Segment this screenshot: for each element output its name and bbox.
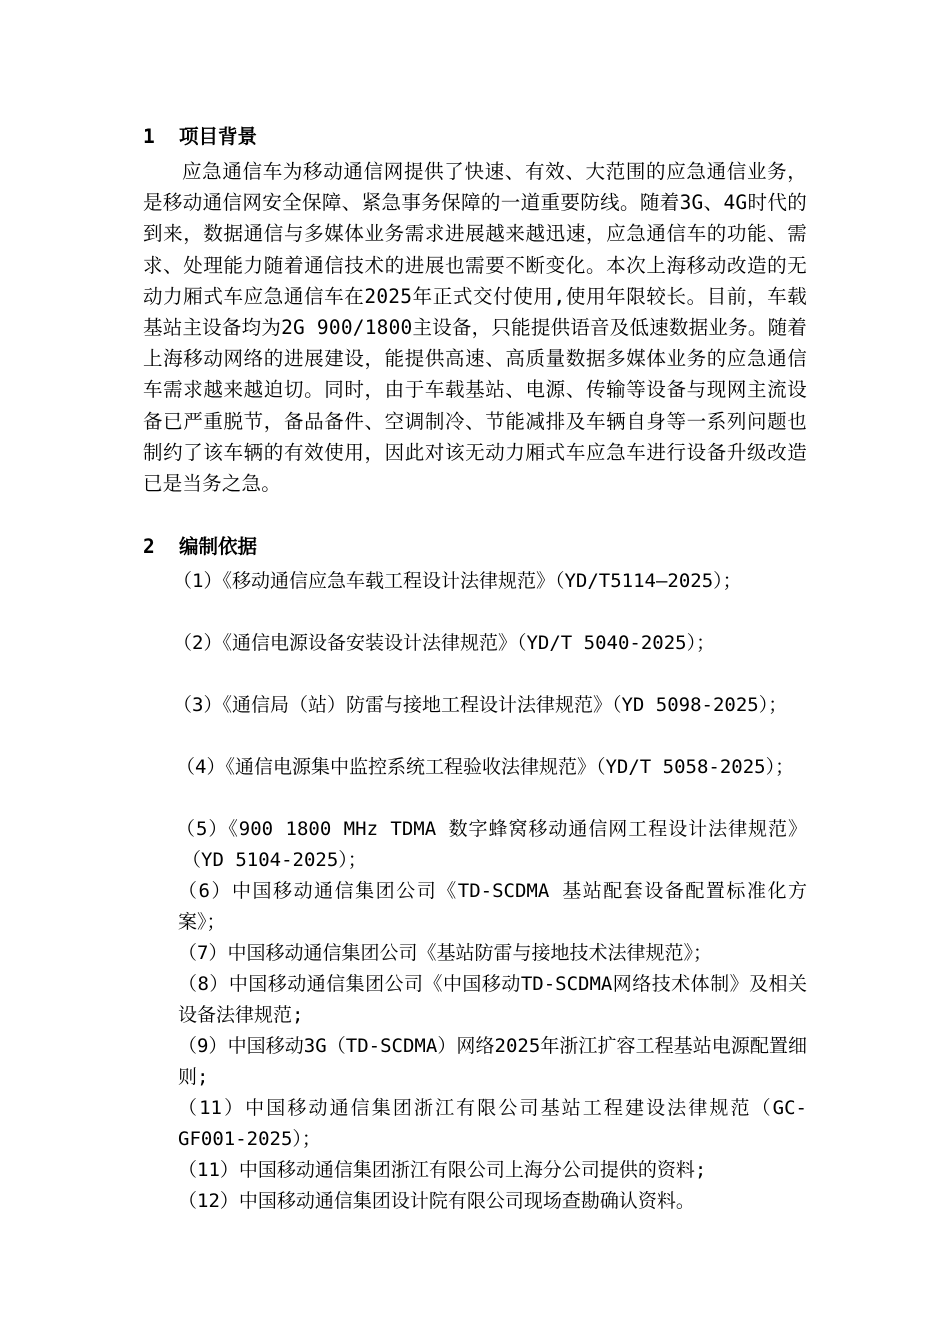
reference-item-11: （11）中国移动通信集团浙江有限公司上海分公司提供的资料; [178,1159,707,1181]
reference-item-6: （6）中国移动通信集团公司《TD-SCDMA 基站配套设备配置标准化方案》； [178,880,807,933]
section-2-heading [143,531,257,563]
reference-item-5: （5）《900 1800 MHz TDMA 数字蜂窝移动通信网工程设计法律规范》（YD 5104-2025）； [176,818,807,871]
reference-item-9: （9）中国移动3G（TD-SCDMA）网络2025年浙江扩容工程基站电源配置细则; [178,1035,807,1088]
reference-item-2: （2）《通信电源设备安装设计法律规范》（YD/T 5040-2025）； [173,632,716,654]
section-1-heading [143,121,257,153]
reference-item-12: （12）中国移动通信集团设计院有限公司现场查勘确认资料。 [178,1190,695,1212]
section-1-title: 项目背景 [179,125,258,148]
reference-item-10: （11）中国移动通信集团浙江有限公司基站工程建设法律规范（GC-GF001-2025）； [178,1097,807,1150]
reference-item-1: （1）《移动通信应急车载工程设计法律规范》（YD/T5114—2025）； [173,570,742,592]
reference-item-3: （3）《通信局（站）防雷与接地工程设计法律规范》（YD 5098-2025）； [173,694,788,716]
reference-item-4: （4）《通信电源集中监控系统工程验收法律规范》（YD/T 5058-2025）； [176,756,795,778]
section-1-number: 1 [143,125,155,148]
reference-item-8: （8）中国移动通信集团公司《中国移动TD-SCDMA网络技术体制》及相关设备法律规范; [178,973,807,1026]
section-2-title: 编制依据 [179,535,258,558]
section-1-body: 应急通信车为移动通信网提供了快速、有效、大范围的应急通信业务，是移动通信网安全保障、紧急事务保障的一道重要防线。随着3G、4G时代的到来，数据通信与多媒体业务需求进展越来越迅速，应急通信车的功能、需求、处理能力随着通信技术的进展也需要不断变化。本次上海移动改造的无动力厢式车应急通信车在2025年正式交付使用,使用年限较长。目前，车载基站主设备均为2G 900/1800主设备，只能提供语音及低速数据业务。随着上海移动网络的进展建设，能提供高速、高质量数据多媒体业务的应急通信车需求越来越迫切。同时，由于车载基站、电源、传输等设备与现网主流设备已严重脱节，备品备件、空调制冷、节能减排及车辆自身等一系列问题也制约了该车辆的有效使用，因此对该无动力厢式车应急车进行设备升级改造已是当务之急。 [143,160,807,496]
section-2-number: 2 [143,535,155,558]
reference-item-7: （7）中国移动通信集团公司《基站防雷与接地技术法律规范》； [178,942,712,964]
